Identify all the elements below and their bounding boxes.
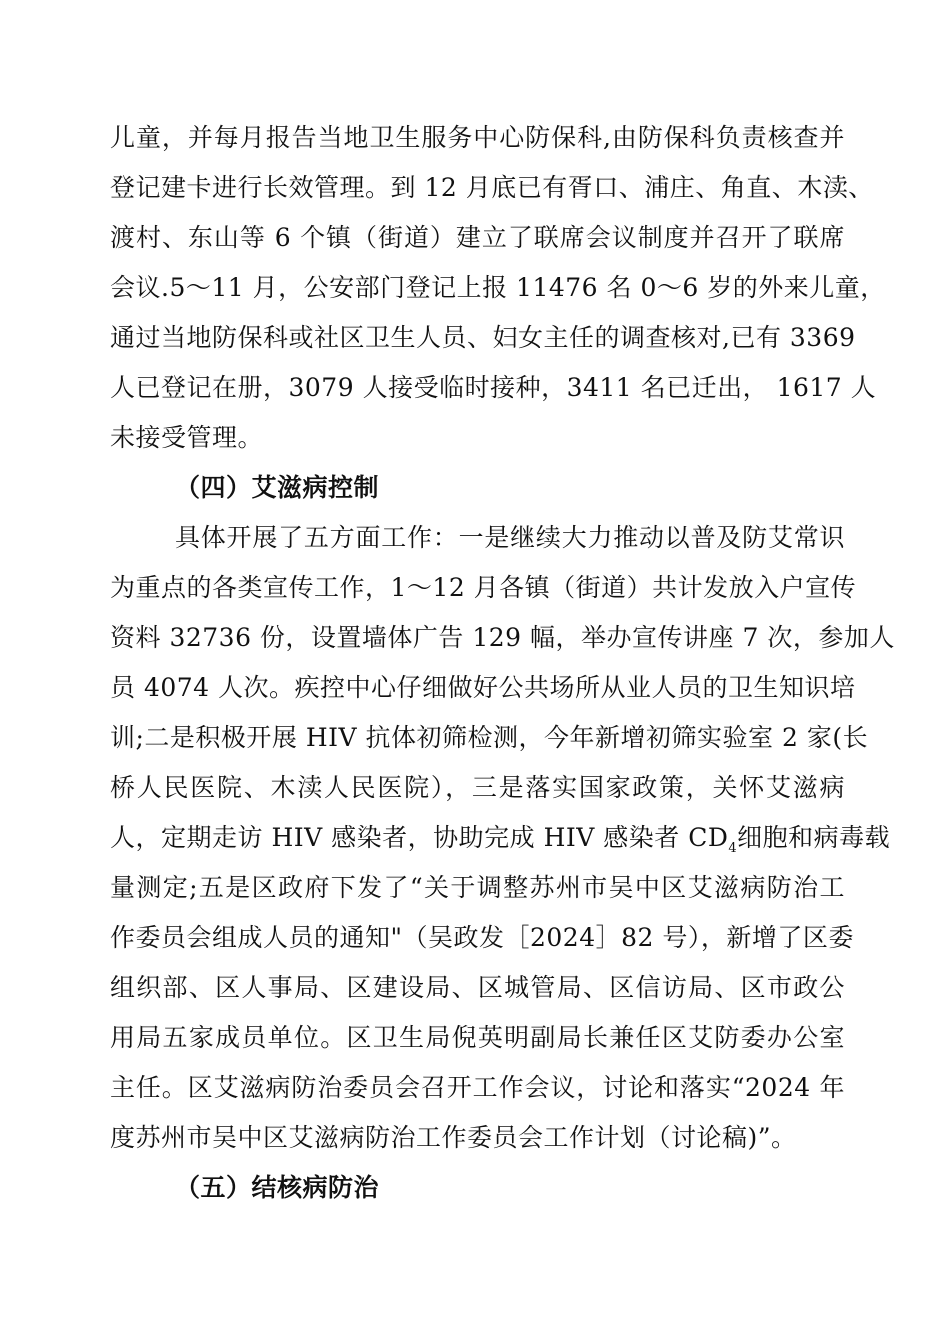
paragraph-2-line-6: 桥人民医院、木渎人民医院），三是落实国家政策，关怀艾滋病 [110, 773, 845, 802]
paragraph-2-line-5: 训;二是积极开展 HIV 抗体初筛检测，今年新增初筛实验室 2 家(长 [110, 723, 869, 752]
paragraph-1-line-1: 儿童，并每月报告当地卫生服务中心防保科,由防保科负责核查并 [110, 123, 845, 152]
paragraph-1-line-5: 通过当地防保科或社区卫生人员、妇女主任的调查核对,已有 3369 [110, 323, 856, 352]
paragraph-2-line-3: 资料 32736 份，设置墙体广告 129 幅，举办宣传讲座 7 次，参加人 [110, 623, 895, 652]
section-heading-4: （四）艾滋病控制 [175, 473, 380, 502]
paragraph-1-line-3: 渡村、东山等 6 个镇（街道）建立了联席会议制度并召开了联席 [110, 223, 845, 252]
paragraph-1-line-4: 会议.5～11 月，公安部门登记上报 11476 名 0～6 岁的外来儿童， [110, 273, 886, 302]
paragraph-2-line-7-text: 人，定期走访 HIV 感染者，协助完成 HIV 感染者 CD [110, 823, 729, 852]
section-heading-5: （五）结核病防治 [175, 1173, 380, 1202]
paragraph-2-line-7-suffix: 细胞和病毒载 [737, 823, 891, 852]
paragraph-2-line-2: 为重点的各类宣传工作，1～12 月各镇（街道）共计发放入户宣传 [110, 573, 857, 602]
paragraph-2-line-1: 具体开展了五方面工作：一是继续大力推动以普及防艾常识 [175, 523, 845, 552]
paragraph-2-line-12: 主任。区艾滋病防治委员会召开工作会议，讨论和落实“2024 年 [110, 1073, 845, 1102]
paragraph-2-line-7 [110, 821, 891, 856]
paragraph-2-line-10: 组织部、区人事局、区建设局、区城管局、区信访局、区市政公 [110, 973, 845, 1002]
paragraph-1-line-6: 人已登记在册，3079 人接受临时接种，3411 名已迁出， 1617 人 [110, 373, 877, 402]
paragraph-1-line-7: 未接受管理。 [110, 423, 264, 452]
paragraph-2-line-13: 度苏州市吴中区艾滋病防治工作委员会工作计划（讨论稿)”。 [110, 1123, 797, 1152]
paragraph-2-line-9: 作委员会组成人员的通知"（吴政发［2024］82 号），新增了区委 [110, 923, 854, 952]
paragraph-2-line-11: 用局五家成员单位。区卫生局倪英明副局长兼任区艾防委办公室 [110, 1023, 845, 1052]
paragraph-1-line-2: 登记建卡进行长效管理。到 12 月底已有胥口、浦庄、角直、木渎、 [110, 173, 874, 202]
paragraph-2-line-4: 员 4074 人次。疾控中心仔细做好公共场所从业人员的卫生知识培 [110, 673, 856, 702]
paragraph-2-line-8: 量测定;五是区政府下发了“关于调整苏州市吴中区艾滋病防治工 [110, 873, 845, 902]
cd4-subscript: 4 [728, 841, 738, 856]
